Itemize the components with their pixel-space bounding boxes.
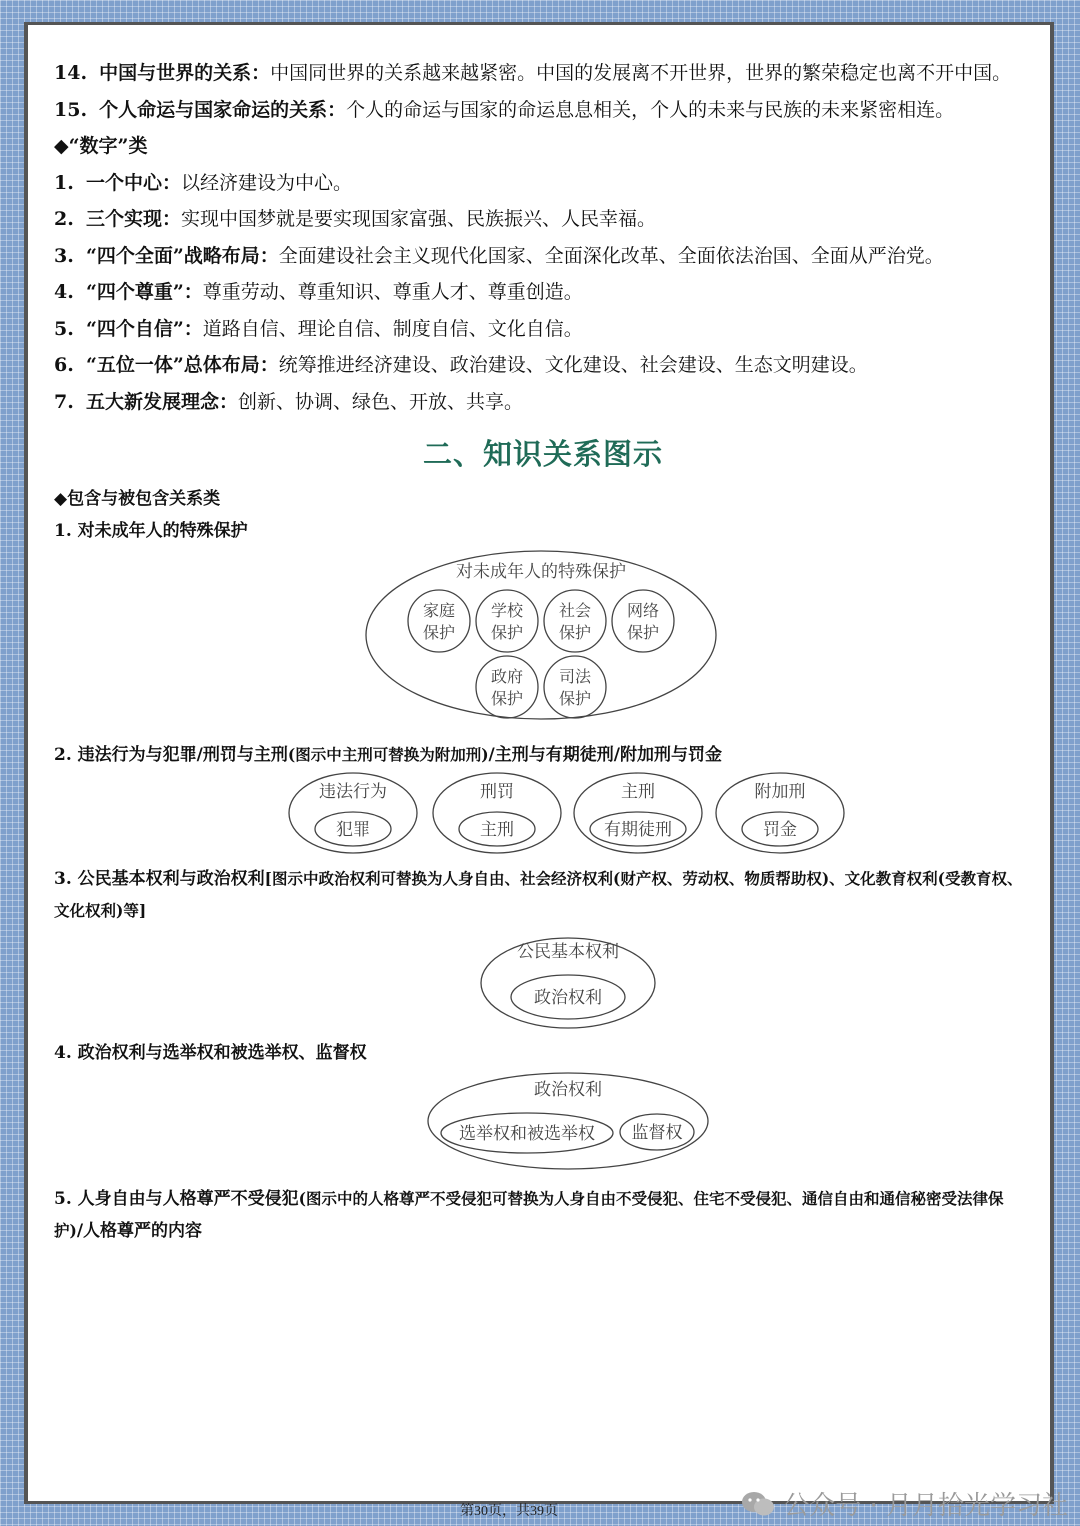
number-item-6: 6. “五位一体”总体布局：统筹推进经济建设、政治建设、文化建设、社会建设、生态文明建设。 xyxy=(54,354,868,376)
svg-text:家庭: 家庭 xyxy=(422,601,456,620)
svg-text:政府: 政府 xyxy=(490,667,524,686)
svg-text:保护: 保护 xyxy=(490,623,524,642)
svg-text:公民基本权利: 公民基本权利 xyxy=(517,942,619,962)
circle-school xyxy=(476,590,538,652)
diagram-2-label: 2. 违法行为与犯罪/刑罚与主刑(图示中主刑可替换为附加刑)/主刑与有期徒刑/附加刑与罚金 xyxy=(54,745,722,765)
diagram-basic-rights xyxy=(54,927,1032,1031)
document-page xyxy=(24,22,1054,1504)
diagram-4-label: 4. 政治权利与选举权和被选举权、监督权 xyxy=(54,1043,367,1063)
svg-text:网络: 网络 xyxy=(626,601,660,620)
number-item-5: 5. “四个自信”：道路自信、理论自信、制度自信、文化自信。 xyxy=(54,317,583,340)
diagram-1-label: 1. 对未成年人的特殊保护 xyxy=(54,521,248,541)
svg-text:保护: 保护 xyxy=(490,689,524,708)
svg-text:罚金: 罚金 xyxy=(763,820,797,840)
number-item-4: 4. “四个尊重”：尊重劳动、尊重知识、尊重人才、尊重创造。 xyxy=(54,281,583,303)
circle-judicial xyxy=(544,656,606,718)
outer-label: 对未成年人的特殊保护 xyxy=(456,562,626,582)
svg-text:违法行为: 违法行为 xyxy=(319,782,387,802)
number-item-7: 7. 五大新发展理念：创新、协调、绿色、开放、共享。 xyxy=(54,390,523,413)
number-item-3: 3. “四个全面”战略布局：全面建设社会主义现代化国家、全面深化改革、全面依法治国、全面从严治党。 xyxy=(54,244,944,267)
item-15: 15. 个人命运与国家命运的关系：个人的命运与国家的命运息息相关，个人的未来与民族的未来紧密相连。 xyxy=(54,98,955,121)
circle-society xyxy=(544,590,606,652)
diagram-3-label: 3. 公民基本权利与政治权利[图示中政治权利可替换为人身自由、社会经济权利(财产权、劳动权、物质帮助权)、文化教育权利(受教育权、文化权利)等] xyxy=(54,869,1023,920)
svg-text:政治权利: 政治权利 xyxy=(534,988,602,1008)
diagram-5-label: 5. 人身自由与人格尊严不受侵犯(图示中的人格尊严不受侵犯可替换为人身自由不受侵犯、住宅不受侵犯、通信自由和通信秘密受法律保护)/人格尊严的内容 xyxy=(54,1189,1004,1241)
circle-family xyxy=(408,590,470,652)
svg-text:社会: 社会 xyxy=(558,601,592,620)
circle-government xyxy=(476,656,538,718)
svg-text:刑罚: 刑罚 xyxy=(480,782,514,802)
watermark: 公众号 · 月月拾光学习社 xyxy=(741,1485,1068,1522)
svg-text:主刑: 主刑 xyxy=(621,782,655,802)
svg-text:司法: 司法 xyxy=(558,667,592,686)
diagram-political-rights xyxy=(54,1069,1032,1173)
svg-text:保护: 保护 xyxy=(558,623,592,642)
svg-text:有期徒刑: 有期徒刑 xyxy=(604,820,672,840)
item-14: 14. 中国与世界的关系：中国同世界的关系越来越紧密。中国的发展离不开世界，世界的繁荣稳定也离不开中国。 xyxy=(54,62,1012,84)
svg-text:附加刑: 附加刑 xyxy=(754,782,806,802)
number-item-2: 2. 三个实现：实现中国梦就是要实现国家富强、民族振兴、人民幸福。 xyxy=(54,208,656,230)
number-item-1: 1. 一个中心：以经济建设为中心。 xyxy=(54,171,352,194)
circle-network xyxy=(612,590,674,652)
svg-text:保护: 保护 xyxy=(626,623,660,642)
diagram-crime-penalty xyxy=(54,771,1032,859)
page-content xyxy=(54,55,1032,1247)
svg-text:政治权利: 政治权利 xyxy=(534,1080,602,1100)
svg-text:学校: 学校 xyxy=(490,601,524,620)
contain-heading: ◆包含与被包含关系类 xyxy=(54,489,221,509)
svg-text:主刑: 主刑 xyxy=(480,820,514,840)
svg-text:选举权和被选举权: 选举权和被选举权 xyxy=(459,1124,595,1144)
svg-text:监督权: 监督权 xyxy=(631,1123,683,1143)
svg-text:犯罪: 犯罪 xyxy=(336,820,370,840)
svg-text:保护: 保护 xyxy=(422,623,456,642)
section-title: 二、知识关系图示 xyxy=(422,437,663,471)
page-number: 第30页，共39页 xyxy=(460,1504,558,1519)
wechat-icon xyxy=(741,1490,775,1518)
numbers-heading: ◆“数字”类 xyxy=(54,135,148,157)
svg-text:保护: 保护 xyxy=(558,689,592,708)
diagram-minor-protection xyxy=(54,547,1032,725)
